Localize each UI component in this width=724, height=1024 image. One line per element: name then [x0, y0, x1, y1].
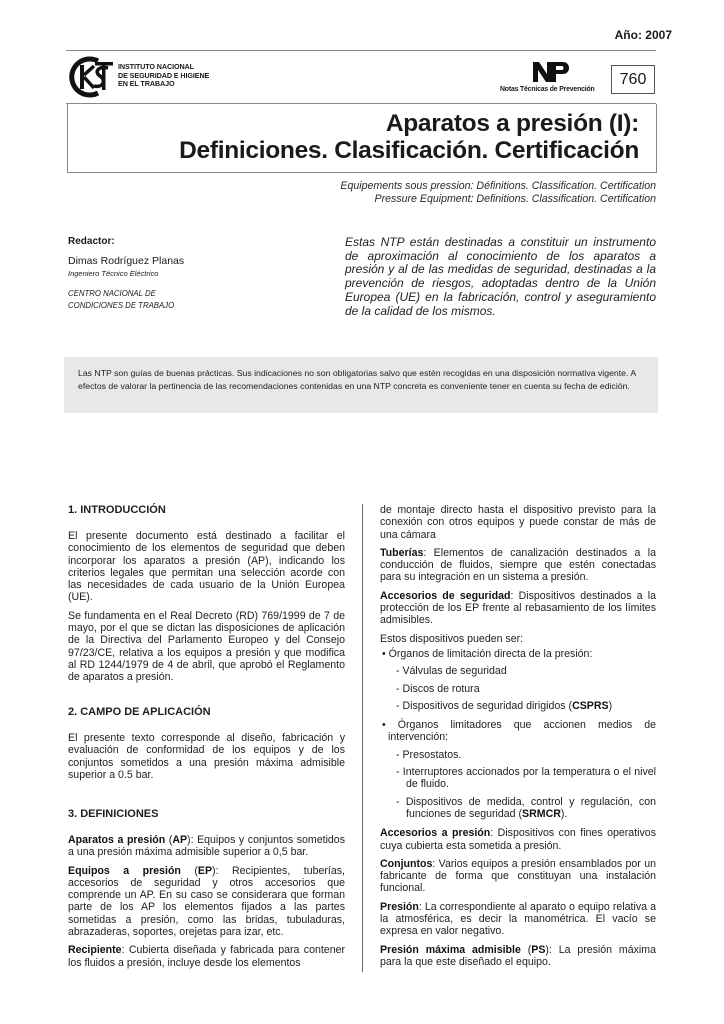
device-item: - Presostatos.	[396, 748, 462, 761]
device-item: - Interruptores accionados por la temperatura o el nivel de fluido.	[396, 766, 656, 791]
intro-paragraph-2: Se fundamenta en el Real Decreto (RD) 769/1999 de 7 de mayo, por el que se dictan las disposiciones de aplicación de la Directiva del Parlamento Europeo y del Consejo 97/23/CE, relativa a los equipos a presión y que modifica al RD 1244/1979 de 4 de abril, que aprobó el Reglamento de aparatos a presión.	[68, 609, 345, 684]
device-group-1: • Órganos de limitación directa de la presión:	[382, 647, 593, 660]
title-english: Pressure Equipment: Definitions. Classification. Certification	[374, 193, 656, 205]
device-group-2: • Órganos limitadores que accionen medios de intervención:	[382, 719, 656, 744]
section-heading-campo: 2. CAMPO DE APLICACIÓN	[68, 706, 211, 718]
notice-text: Las NTP son guías de buenas prácticas. Sus indicaciones no son obligatorias salvo que estén recogidas en una disposición normativa vigente. A efectos de valorar la pertinencia de las recomendaciones contenidas en una NTP concreta es conveniente tener en cuenta su fecha de edición.	[78, 368, 636, 391]
device-item: - Dispositivos de seguridad dirigidos (CSPRS)	[396, 699, 613, 712]
author-name: Dimas Rodríguez Planas	[68, 255, 185, 267]
publication-year: Año: 2007	[614, 28, 672, 42]
device-item: - Válvulas de seguridad	[396, 665, 507, 678]
redactor-label: Redactor:	[68, 236, 115, 247]
header-rule-top	[66, 50, 656, 51]
abstract: Estas NTP están destinadas a constituir un instrumento de aproximación al conocimiento de los aparatos a presión y al de las medidas de seguridad, destinadas a la prevención de riesgos, adoptadas dentro de la Unión Europea (UE) en la fabricación, control y aseguramiento de la calidad de los mismos.	[345, 235, 656, 318]
section-heading-introduccion: 1. INTRODUCCIÓN	[68, 504, 166, 516]
definition-accesorios-presion: Accesorios a presión: Dispositivos con fines operativos cuya cubierta esta sometida a presión.	[380, 827, 656, 852]
definition-conjuntos: Conjuntos: Varios equipos a presión ensamblados por un fabricante de forma que constituyan una instalación funcional.	[380, 857, 656, 895]
intro-paragraph-1: El presente documento está destinado a facilitar el conocimiento de los elementos de seguridad que deben incorporar los aparatos a presión (AP), indicando los criterios legales que permitan una selección acorde con las necesidades de cada usuario de la Unión Europea (UE).	[68, 530, 345, 604]
page-title: Aparatos a presión (I): Definiciones. Clasificación. Certificación	[179, 110, 639, 164]
ntp-number: 760	[611, 65, 655, 94]
author-center: CENTRO NACIONAL DE CONDICIONES DE TRABAJO	[68, 289, 175, 310]
np-logo-icon	[532, 61, 572, 83]
definition-tuberias: Tuberías: Elementos de canalización destinados a la conducción de fluidos, siempre que estén conectadas para su integración en un sistema a presión.	[380, 546, 656, 584]
definition-aparatos-presion: Aparatos a presión (AP): Equipos y conjuntos sometidos a una presión máxima admisible superior a 0,5 bar.	[68, 834, 345, 859]
definition-presion-maxima: Presión máxima admisible (PS): La presión máxima para la que este diseñado el equipo.	[380, 943, 656, 968]
author-role: Ingeniero Técnico Eléctrico	[68, 269, 159, 278]
left-column	[68, 504, 345, 1024]
insht-logo-icon	[68, 56, 114, 98]
definition-recipiente: Recipiente: Cubierta diseñada y fabricada para contener los fluidos a presión, incluye desde los elementos	[68, 944, 345, 969]
device-item: - Discos de rotura	[396, 682, 480, 695]
devices-intro: Estos dispositivos pueden ser:	[380, 632, 524, 645]
column-divider	[362, 504, 363, 972]
translated-titles	[340, 180, 656, 206]
definition-recipiente-continued: de montaje directo hasta el dispositivo previsto para la conexión con otros equipos y puede constar de más de una cámara	[380, 504, 656, 541]
device-item: - Dispositivos de medida, control y regulación, con funciones de seguridad (SRMCR).	[396, 795, 656, 820]
institute-name: INSTITUTO NACIONAL DE SEGURIDAD E HIGIENE EN EL TRABAJO	[118, 62, 210, 89]
title-french: Equipements sous pression: Définitions. Classification. Certification	[340, 180, 656, 192]
scope-paragraph: El presente texto corresponde al diseño, fabricación y evaluación de conformidad de los equipos y de los conjuntos sometidos a una presión máxima admisible superior a 0.5 bar.	[68, 732, 345, 781]
series-name: Notas Técnicas de Prevención	[500, 84, 595, 93]
definition-accesorios-seguridad: Accesorios de seguridad: Dispositivos destinados a la protección de los EP frente al rebasamiento de los límites admisibles.	[380, 589, 656, 627]
section-heading-definiciones: 3. DEFINICIONES	[68, 808, 159, 820]
definition-presion: Presión: La correspondiente al aparato o equipo relativa a la atmosférica, es decir la manométrica. El vacío se expresa en valor negativo.	[380, 900, 656, 938]
right-column	[380, 504, 656, 974]
definition-equipos-presion: Equipos a presión (EP): Recipientes, tuberías, accesorios de seguridad y otros accesorios que comprende un AP. En su caso se considerara que forman parte de los AP los elementos fijados a las partes sometidas a presión, como las bridas, tubuladuras, abrazaderas, soportes, orejetas para izar, etc.	[68, 864, 345, 939]
